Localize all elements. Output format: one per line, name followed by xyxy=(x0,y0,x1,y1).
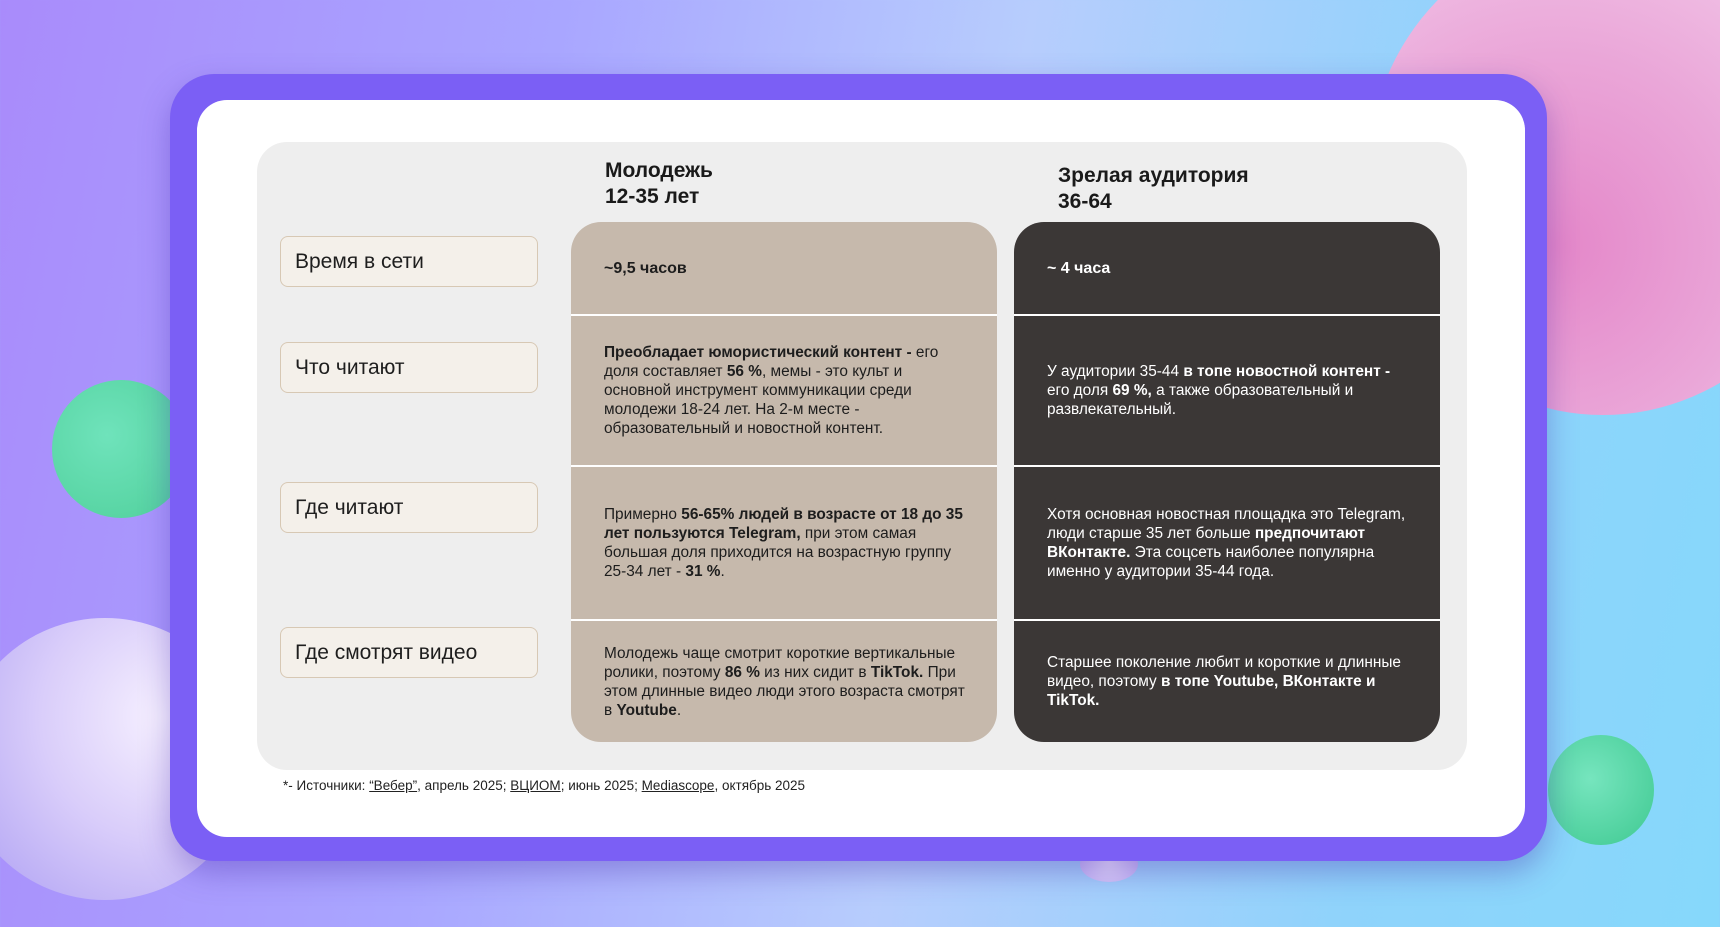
mature-video-cell: Старшее поколение любит и короткие и длинные видео, поэтому в топе Youtube, ВКонтакте и TikTok. xyxy=(1014,619,1440,742)
column-title-young: Молодежь 12-35 лет xyxy=(605,159,713,208)
young-where-cell: Примерно 56-65% людей в возрасте от 18 до 35 лет пользуются Telegram, при этом самая большая доля приходится на возрастную группу 25-34 лет - 31 %. xyxy=(571,465,997,619)
young-time-cell: ~9,5 часов xyxy=(604,259,687,277)
young-video-cell: Молодежь чаще смотрит короткие вертикальные ролики, поэтому 86 % из них сидит в TikTok. При этом длинные видео люди этого возраста смотрят в Youtube. xyxy=(571,619,997,742)
young-read-cell: Преобладает юмористический контент - его доля составляет 56 %, мемы - это культ и основной инструмент коммуникации среди молодежи 18-24 лет. На 2-м месте - образовательный и новостной контент. xyxy=(571,314,997,465)
source-link-mediascope[interactable]: Mediascope xyxy=(641,778,715,793)
row-label-what-read: Что читают xyxy=(280,342,538,393)
column-title-mature: Зрелая аудитория 36-64 xyxy=(1058,164,1249,213)
source-link-weber[interactable]: “Вебер” xyxy=(369,778,418,793)
source-link-vciom[interactable]: ВЦИОМ xyxy=(510,778,561,793)
mature-read-cell: У аудитории 35-44 в топе новостной контент - его доля 69 %, а также образовательный и развлекательный. xyxy=(1014,314,1440,465)
row-label-where-read: Где читают xyxy=(280,482,538,533)
mature-where-cell: Хотя основная новостная площадка это Telegram, люди старше 35 лет больше предпочитают ВКонтакте. Эта соцсеть наиболее популярна именно у аудитории 35-44 года. xyxy=(1014,465,1440,619)
sources-footnote: *- Источники: “Вебер”, апрель 2025; ВЦИОМ; июнь 2025; Mediascope, октябрь 2025 xyxy=(283,778,806,793)
decor-green-sphere-right xyxy=(1548,735,1654,845)
column-mature xyxy=(1014,222,1440,742)
row-label-where-video: Где смотрят видео xyxy=(280,627,538,678)
column-young xyxy=(571,222,997,742)
mature-time-cell: ~ 4 часа xyxy=(1047,259,1111,277)
row-label-time-online: Время в сети xyxy=(280,236,538,287)
